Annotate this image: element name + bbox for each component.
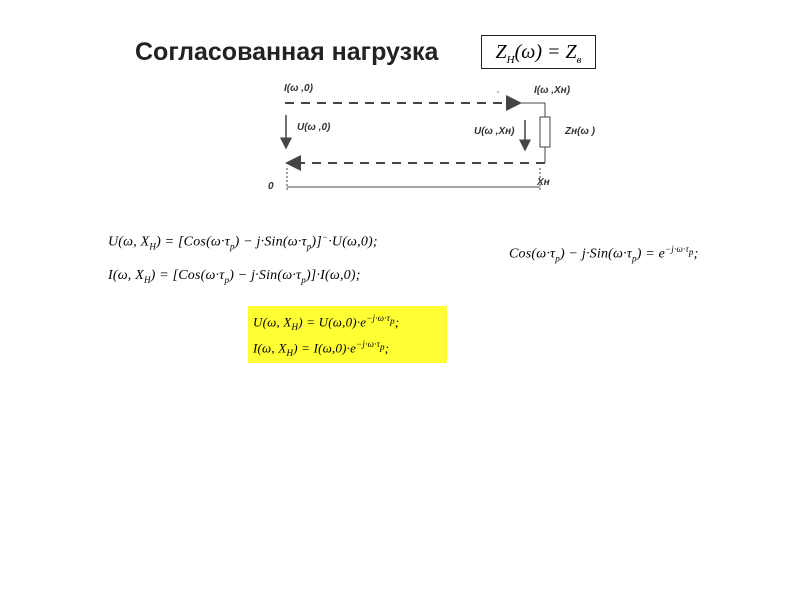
boxed-mid: (ω) = Z <box>514 41 577 63</box>
boxed-lhs: Z <box>495 41 507 63</box>
hl2-sub: Н <box>286 347 294 358</box>
eq2-part-d: )]·I(ω,0); <box>305 268 361 283</box>
boxed-lhs-sub: Н <box>506 54 515 66</box>
eq3-part-d: ; <box>693 246 699 262</box>
equation-current <box>108 268 361 285</box>
equation-voltage <box>108 232 378 251</box>
result-voltage <box>253 313 399 332</box>
eq1-part-b: ) = [Cos(ω·τ <box>156 234 230 250</box>
eq3-sup-sub: p <box>688 246 694 257</box>
hl2-part-b: ) = I(ω,0)·e <box>293 340 357 356</box>
eq1-sub2: p <box>229 241 235 252</box>
hl1-part-c: ; <box>394 314 400 330</box>
hl2-part-a: I(ω, X <box>253 340 287 356</box>
eq2-part-c: ) − j·Sin(ω·τ <box>229 268 302 283</box>
label-ixn: I(ω ,Xн) <box>534 85 571 96</box>
eq3-part-b: ) − j·Sin(ω·τ <box>559 246 632 262</box>
slide-title: Согласованная нагрузка <box>135 38 439 66</box>
hl1-sup: −j·ω·τ <box>366 313 391 323</box>
label-i0: I(ω ,0) <box>284 83 313 94</box>
eq2-sub3: p <box>301 274 306 285</box>
eq1-part-e: ·U(ω,0); <box>328 234 378 250</box>
eq1-part-a: U(ω, X <box>108 234 150 250</box>
eq2-part-b: ) = [Cos(ω·τ <box>150 268 225 283</box>
eq1-sub: Н <box>149 241 157 252</box>
result-current <box>253 339 389 358</box>
eq3-part-a: Cos(ω·τ <box>509 246 556 262</box>
eq1-part-d: )] <box>311 234 322 250</box>
boxed-rhs-sub: в <box>576 54 582 66</box>
load-resistor <box>540 117 550 147</box>
label-xn: Xн <box>537 177 550 188</box>
hl2-sup: −j·ω·τ <box>356 339 380 349</box>
hl2-part-c: ; <box>384 340 390 356</box>
eq2-sub2: p <box>224 274 230 285</box>
equation-euler <box>509 244 698 263</box>
eq3-sub2: p <box>632 253 637 264</box>
label-zn: Zн(ω ) <box>565 126 595 137</box>
hl1-part-b: ) = U(ω,0)·e <box>298 314 367 330</box>
label-zero: 0 <box>268 181 274 192</box>
eq3-part-c: ) = e <box>636 246 666 262</box>
label-uxn: U(ω ,Xн) <box>474 126 515 137</box>
eq3-sup: −j·ω·τ <box>665 244 689 254</box>
hl2-sup-sub: p <box>380 341 385 352</box>
label-u0: U(ω ,0) <box>297 122 331 133</box>
probe-dot <box>497 91 499 93</box>
eq2-sub: Н <box>143 274 151 285</box>
hl1-sup-sub: p <box>390 315 395 326</box>
eq3-sub: p <box>555 253 560 264</box>
hl1-sub: Н <box>291 321 299 332</box>
eq1-sub3: p <box>306 241 312 252</box>
eq1-sup: − <box>321 232 329 242</box>
eq1-part-c: ) − j·Sin(ω·τ <box>234 234 307 250</box>
highlighted-result <box>248 306 447 363</box>
hl1-part-a: U(ω, X <box>253 314 292 330</box>
eq2-part-a: I(ω, X <box>108 268 144 283</box>
